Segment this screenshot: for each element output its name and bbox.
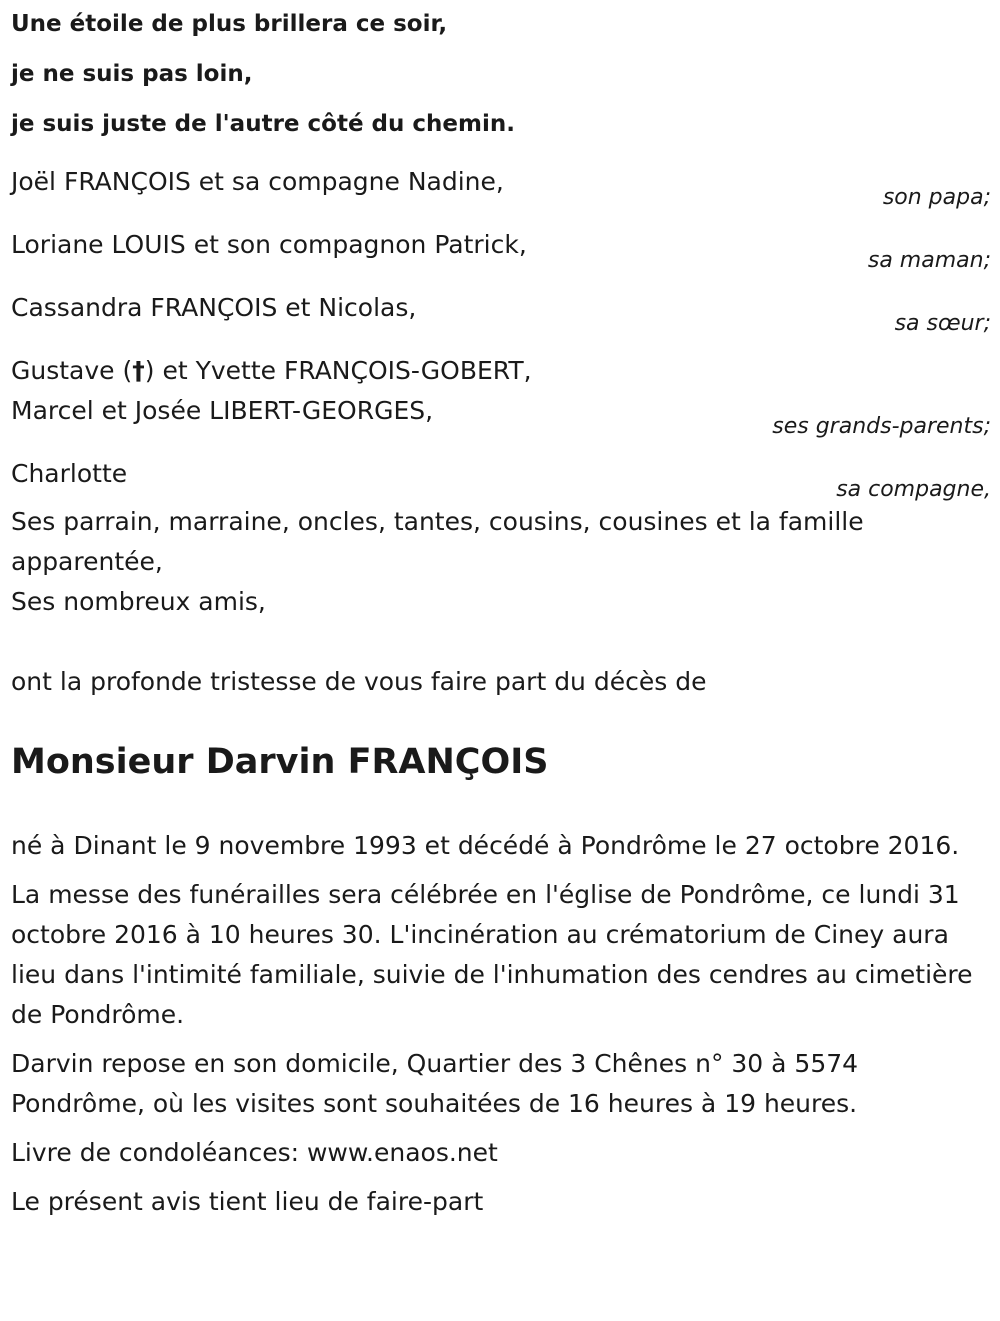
extended-family: Ses parrain, marraine, oncles, tantes, cousins, cousines et la famille apparentée, [11, 507, 864, 576]
poem-line: je suis juste de l'autre côté du chemin. [11, 111, 515, 137]
cross-icon: † [132, 356, 145, 385]
funeral-info: La messe des funérailles sera célébrée en l'église de Pondrôme, ce lundi 31 octobre 2016 à 10 heures 30. L'incinération au crématorium de Ciney aura lieu dans l'intimité familiale, suivie de l'inhumation des cendres au cimetière de Pondrôme. [11, 880, 973, 1029]
birth-death-dates: né à Dinant le 9 novembre 1993 et décédé à Pondrôme le 27 octobre 2016. [11, 831, 960, 860]
family-entry-role: son papa; [882, 185, 991, 210]
condolences-info: Livre de condoléances: www.enaos.net [11, 1138, 498, 1167]
family-entry-role: sa sœur; [894, 311, 991, 336]
family-entry-role: sa compagne, [836, 477, 991, 502]
details [11, 826, 991, 1222]
poem-line: je ne suis pas loin, [11, 61, 253, 87]
notice-text: Le présent avis tient lieu de faire-part [11, 1187, 484, 1216]
family-list [11, 162, 991, 622]
grandparent-name-part: Gustave ( [11, 356, 133, 385]
family-entry-role: sa maman; [867, 248, 991, 273]
family-entry-names: Joël FRANÇOIS et sa compagne Nadine, [11, 167, 504, 196]
poem [11, 0, 991, 137]
repose-info: Darvin repose en son domicile, Quartier des 3 Chênes n° 30 à 5574 Pondrôme, où les visites sont souhaitées de 16 heures à 19 heures. [11, 1049, 859, 1118]
family-entry-names: Charlotte [11, 459, 128, 488]
obituary-notice [11, 0, 991, 1231]
family-entry-names: Marcel et Josée LIBERT-GEORGES, [11, 396, 434, 425]
family-entry-names: Loriane LOUIS et son compagnon Patrick, [11, 230, 527, 259]
friends: Ses nombreux amis, [11, 587, 266, 616]
family-entry-role: ses grands-parents; [772, 414, 991, 439]
grandparent-name-part: ) et Yvette FRANÇOIS-GOBERT, [144, 356, 532, 385]
family-entry-names: Cassandra FRANÇOIS et Nicolas, [11, 293, 417, 322]
deceased-name: Monsieur Darvin FRANÇOIS [11, 742, 549, 782]
poem-line: Une étoile de plus brillera ce soir, [11, 11, 448, 37]
family-entry-names [11, 351, 991, 391]
announcement: ont la profonde tristesse de vous faire part du décès de [11, 667, 707, 696]
